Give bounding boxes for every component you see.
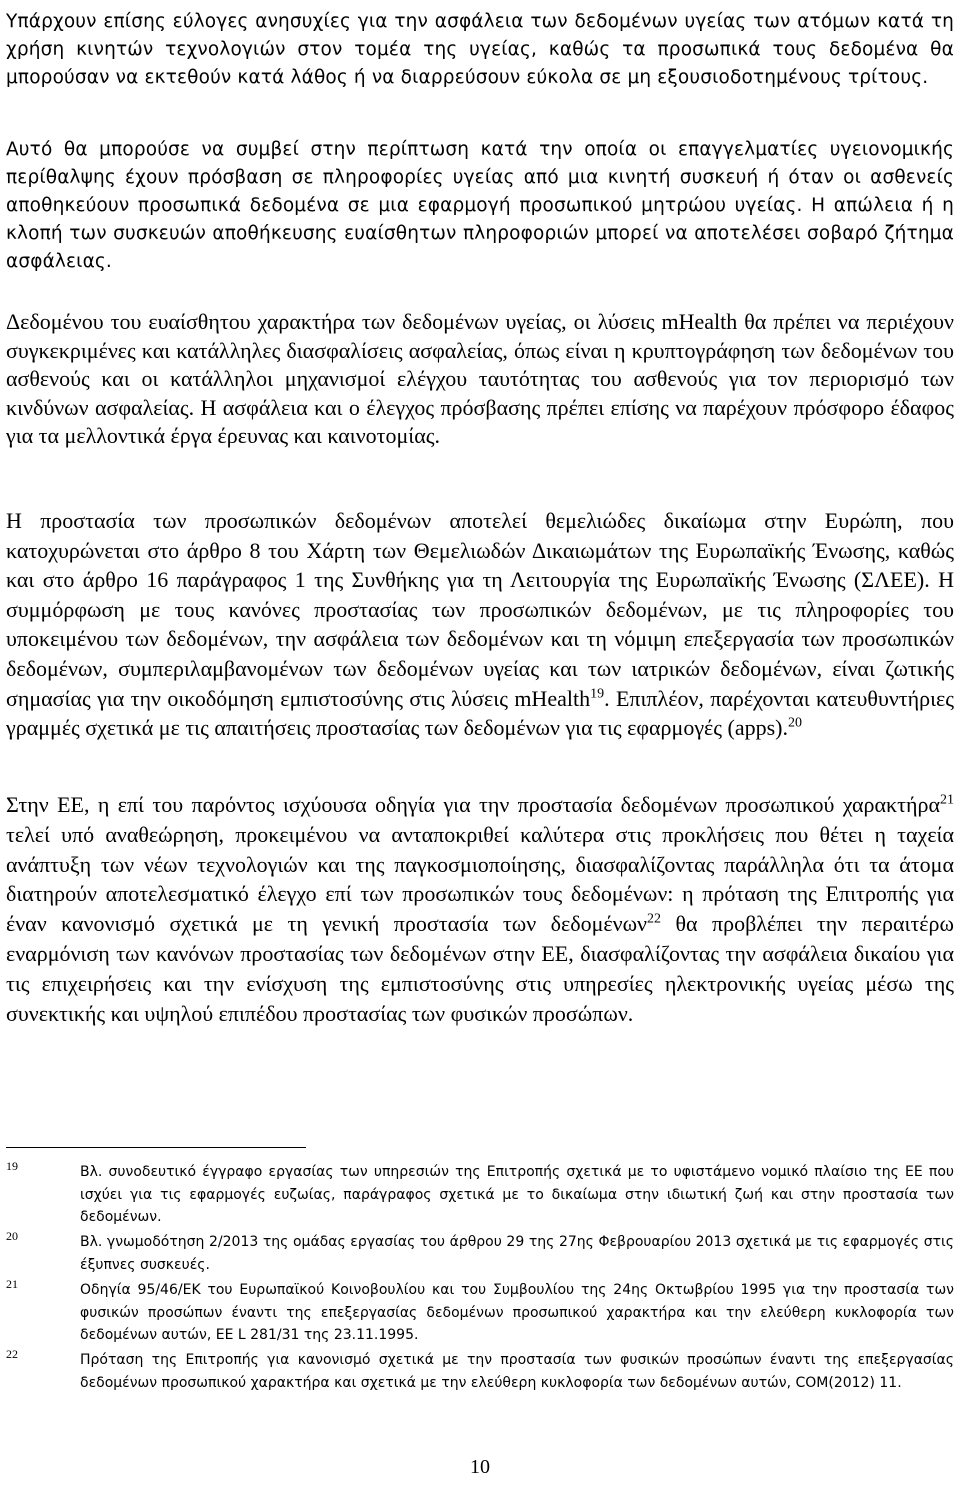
- footnote-19: [6, 1161, 954, 1229]
- paragraph-text: Η προστασία των προσωπικών δεδομένων αποτελεί θεμελιώδες δικαίωμα στην Ευρώπη, που κατοχυρώνεται στο άρθρο 8 του Χάρτη των Θεμελιωδών Δικαιωμάτων της Ευρωπαϊκής Ένωσης, καθώς και στο άρθρο 16 παράγραφος 1 της Συνθήκης για τη Λειτουργία της Ευρωπαϊκής Ένωσης (ΣΛΕΕ). Η συμμόρφωση με τους κανόνες προστασίας των προσωπικών δεδομένων, με τις πληροφορίες του υποκειμένου των δεδομένων, την ασφάλεια των δεδομένων και τη νόμιμη επεξεργασία των προσωπικών δεδομένων, συμπεριλαμβανομένων των δεδομένων υγείας και των ιατρικών δεδομένων, είναι ζωτικής σημασίας για την οικοδόμηση εμπιστοσύνης στις λύσεις mHealth: [6, 508, 954, 711]
- paragraph-device-access-risk: Αυτό θα μπορούσε να συμβεί στην περίπτωση κατά την οποία οι επαγγελματίες υγειονομικής περίθαλψης έχουν πρόσβαση σε πληροφορίες υγείας από μια κινητή συσκευή ή όταν οι ασθενείς αποθηκεύουν προσωπικά δεδομένα σε μια εφαρμογή προσωπικού μητρώου υγείας. Η απώλεια ή η κλοπή των συσκευών αποθήκευσης ευαίσθητων πληροφοριών μπορεί να αποτελέσει σοβαρό ζήτημα ασφάλειας.: [6, 139, 954, 272]
- footnote-ref[interactable]: 19: [590, 686, 605, 702]
- paragraph-mhealth-safeguards: Δεδομένου του ευαίσθητου χαρακτήρα των δεδομένων υγείας, οι λύσεις mHealth θα πρέπει να περιέχουν συγκεκριμένες και κατάλληλες διασφαλίσεις ασφαλείας, όπως είναι η κρυπτογράφηση των δεδομένων του ασθενούς και οι κατάλληλοι μηχανισμοί ελέγχου ταυτότητας του ασθενούς για τον περιορισμό των κινδύνων ασφαλείας. Η ασφάλεια και ο έλεγχος πρόσβασης πρέπει επίσης να παρέχουν πρόσφορο έδαφος για τα μελλοντικά έργα έρευνας και καινοτομίας.: [6, 309, 954, 448]
- footnote-number: 22: [6, 1347, 18, 1361]
- paragraph-text: . Επιπλέον, παρέχονται κατευθυντήριες γραμμές σχετικά με τις απαιτήσεις προστασίας των δεδομένων για τις εφαρμογές (apps).: [6, 685, 954, 741]
- paragraph-text: Στην ΕΕ, η επί του παρόντος ισχύουσα οδηγία για την προστασία δεδομένων προσωπικού χαρακτήρα: [6, 792, 940, 817]
- paragraph-text: τελεί υπό αναθεώρηση, προκειμένου να ανταποκριθεί καλύτερα στις προκλήσεις που θέτει η ταχεία ανάπτυξη των νέων τεχνολογιών και της παγκοσμιοποίησης, διασφαλίζοντας παράλληλα ότι τα άτομα διατηρούν αποτελεσματικό έλεγχο επί των προσωπικών τους δεδομένων: η πρόταση της Επιτροπής για έναν κανονισμό σχετικά με τη γενική προστασία των δεδομένων: [6, 821, 954, 937]
- footnote-21: [6, 1279, 954, 1347]
- page-number: 10: [470, 1456, 490, 1478]
- footnote-text: Πρόταση της Επιτροπής για κανονισμό σχετικά με την προστασία των φυσικών προσώπων έναντι της επεξεργασίας δεδομένων προσωπικού χαρακτήρα και σχετικά με την ελεύθερη κυκλοφορία των δεδομένων αυτών, COM(2012) 11.: [80, 1352, 954, 1391]
- paragraph-text: θα προβλέπει την περαιτέρω εναρμόνιση των κανόνων προστασίας των δεδομένων στην ΕΕ, διασφαλίζοντας την ασφάλεια δικαίου για τις επιχειρήσεις και την ενίσχυση της εμπιστοσύνης στις υπηρεσίες ηλεκτρονικής υγείας μέσω της συνεκτικής και υψηλού επιπέδου προστασίας των φυσικών προσώπων.: [6, 911, 954, 1026]
- footnote-text: Βλ. γνωμοδότηση 2/2013 της ομάδας εργασίας του άρθρου 29 της 27ης Φεβρουαρίου 2013 σχετικά με τις εφαρμογές στις έξυπνες συσκευές.: [80, 1234, 954, 1273]
- paragraph-eu-directive-revision: [6, 790, 954, 1028]
- footnote-separator: [6, 1147, 306, 1148]
- footnote-ref[interactable]: 20: [787, 715, 802, 731]
- footnote-22: [6, 1349, 954, 1394]
- footnote-ref[interactable]: 22: [647, 911, 662, 927]
- footnote-text: Βλ. συνοδευτικό έγγραφο εργασίας των υπηρεσιών της Επιτροπής σχετικά με το υφιστάμενο νομικό πλαίσιο της ΕΕ που ισχύει για τις εφαρμογές ευζωίας, παράγραφος σχετικά με το δικαίωμα στην ιδιωτική ζωή και στην προστασία των δεδομένων.: [80, 1164, 954, 1225]
- footnote-20: [6, 1231, 954, 1276]
- footnote-ref[interactable]: 21: [940, 792, 954, 808]
- paragraph-data-security-concerns: Υπάρχουν επίσης εύλογες ανησυχίες για την ασφάλεια των δεδομένων υγείας των ατόμων κατά τη χρήση κινητών τεχνολογιών στον τομέα της υγείας, καθώς τα προσωπικά τους δεδομένα θα μπορούσαν να εκτεθούν κατά λάθος ή να διαρρεύσουν εύκολα σε μη εξουσιοδοτημένους τρίτους.: [6, 11, 954, 88]
- footnote-text: Οδηγία 95/46/ΕΚ του Ευρωπαϊκού Κοινοβουλίου και του Συμβουλίου της 24ης Οκτωβρίου 1995 για την προστασία των φυσικών προσώπων έναντι της επεξεργασίας δεδομένων προσωπικού χαρακτήρα και την ελεύθερη κυκλοφορία των δεδομένων αυτών, ΕΕ L 281/31 της 23.11.1995.: [80, 1282, 954, 1343]
- footnote-number: 20: [6, 1229, 18, 1243]
- footnote-number: 19: [6, 1159, 18, 1173]
- footnote-number: 21: [6, 1277, 18, 1291]
- paragraph-data-protection-right: [6, 506, 954, 743]
